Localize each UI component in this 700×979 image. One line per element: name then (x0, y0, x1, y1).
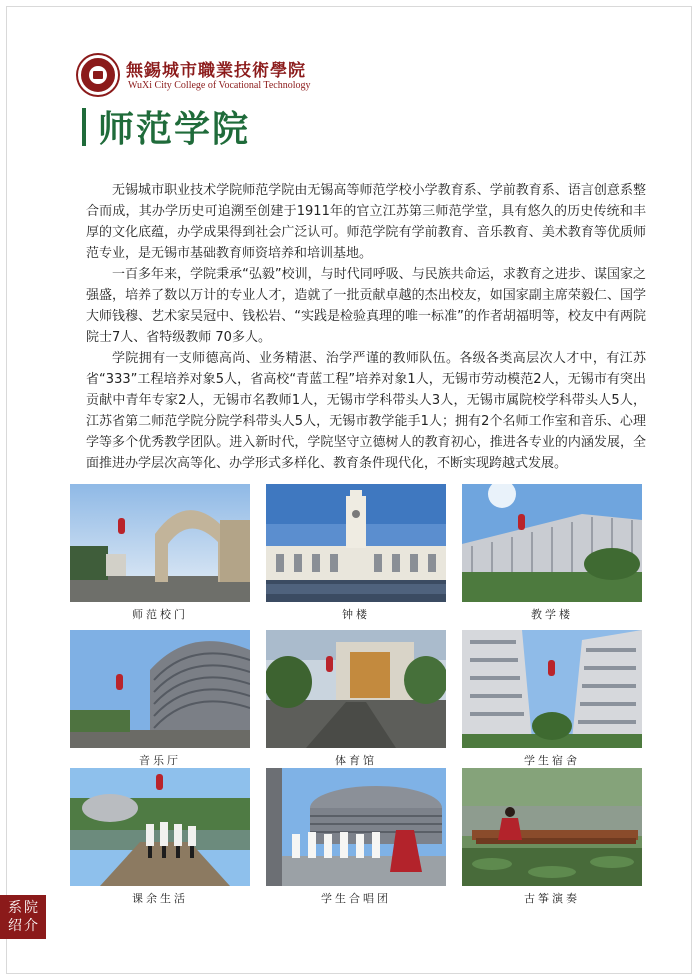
photo-student-dormitory (462, 630, 642, 748)
paragraph: 无锡城市职业技术学院师范学院由无锡高等师范学校小学教育系、学前教育系、语言创意系整合而成，其办学历史可追溯至创建于1911年的官立江苏第三师范学堂，具有悠久的历史传统和丰厚的文化底蕴，办学成果得到社会广泛认可。师范学院有学前教育、音乐教育、美术教育等优质师范专业，是无锡市基础教育师资培养和培训基地。 (86, 183, 646, 261)
school-name-en: WuXi City College of Vocational Technology (128, 80, 311, 91)
tab-char: 系 (8, 900, 22, 916)
photo-gymnasium (266, 630, 446, 748)
photo-student-choir (266, 768, 446, 886)
tab-char: 绍 (8, 918, 22, 934)
photo-caption: 师范校门 (132, 608, 188, 621)
photo-clock-tower (266, 484, 446, 602)
photo-caption: 体育馆 (335, 754, 377, 767)
paragraph: 学院拥有一支师德高尚、业务精湛、治学严谨的教师队伍。各级各类高层次人才中，有江苏省“333”工程培养对象5人，省高校“青蓝工程”培养对象1人，无锡市劳动模范2人，无锡市有突出贡献中青年专家2人，无锡市名教师1人，无锡市学科带头人3人，无锡市属院校学科带头人5人，江苏省第二师范学院分院学科带头人5人，无锡市教学能手1人；拥有2个名师工作室和音乐、心理学等多个优秀教学团队。进入新时代，学院坚守立德树人的教育初心，推进各专业的内涵发展，全面推进办学层次高等化、办学形式多样化、教育条件现代化，不断实现跨越式发展。 (86, 351, 646, 471)
college-seal-icon (78, 55, 118, 95)
photo-concert-hall (70, 630, 250, 748)
photo-caption: 钟楼 (342, 608, 370, 621)
photo-caption: 古筝演奏 (524, 892, 580, 905)
photo-teaching-building (462, 484, 642, 602)
intro-text (86, 180, 646, 474)
photo-caption: 学生合唱团 (321, 892, 391, 905)
tab-char: 院 (24, 900, 38, 916)
photo-caption: 课余生活 (132, 892, 188, 905)
photo-caption: 音乐厅 (139, 754, 181, 767)
school-name-cn: 無錫城市職業技術學院 (126, 61, 306, 81)
tab-char: 介 (24, 918, 38, 934)
page-title: 师范学院 (98, 109, 251, 150)
photo-caption: 学生宿舍 (524, 754, 580, 767)
photo-caption: 教学楼 (531, 608, 573, 621)
section-tab (0, 895, 46, 939)
photo-guzheng-performance (462, 768, 642, 886)
photo-campus-gate (70, 484, 250, 602)
photo-after-class-life (70, 768, 250, 886)
title-accent-bar (82, 108, 86, 146)
paragraph: 一百多年来，学院秉承“弘毅”校训，与时代同呼吸、与民族共命运，求教育之进步、谋国家之强盛，培养了数以万计的专业人才，造就了一批贡献卓越的杰出校友，如国家副主席荣毅仁、国学大师钱穆、艺术家吴冠中、钱松岩、“实践是检验真理的唯一标准”的作者胡福明等，校友中有两院院士7人、省特级教师 70多人。 (86, 267, 646, 345)
